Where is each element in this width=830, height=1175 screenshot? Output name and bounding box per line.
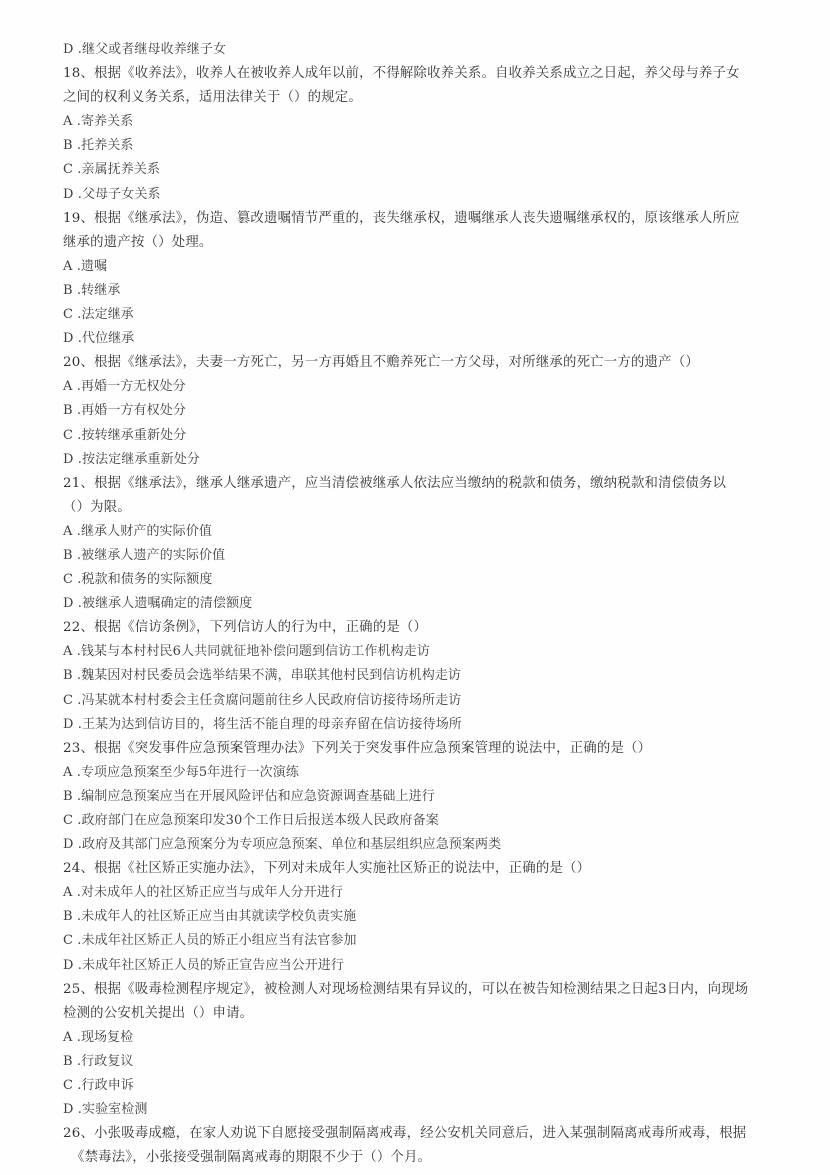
question-stem-line: 继承的遗产按（）处理。 bbox=[63, 234, 213, 250]
question-block-21 bbox=[63, 472, 766, 617]
question-stem-line: 《禁毒法》，小张接受强制隔离戒毒的期限不少于（）个月。 bbox=[71, 1150, 432, 1166]
option-b[interactable]: B .再婚一方有权处分 bbox=[63, 403, 186, 419]
option-c[interactable]: C .冯某就本村村委会主任贪腐问题前往乡人民政府信访接待场所走访 bbox=[63, 692, 462, 708]
option-d[interactable]: D .未成年社区矫正人员的矫正宣告应当公开进行 bbox=[63, 957, 344, 973]
option-a[interactable]: A .钱某与本村村民6人共同就征地补偿问题到信访工作机构走访 bbox=[63, 644, 430, 660]
option-b[interactable]: B .托养关系 bbox=[63, 138, 134, 154]
option-d[interactable]: D .实验室检测 bbox=[63, 1102, 148, 1118]
option-c[interactable]: C .政府部门在应急预案印发30个工作日后报送本级人民政府备案 bbox=[63, 813, 439, 828]
option-a[interactable]: A .继承人财产的实际价值 bbox=[63, 523, 212, 539]
question-stem-line: 23、根据《突发事件应急预案管理办法》下列关于突发事件应急预案管理的说法中，正确的是（） bbox=[63, 740, 652, 756]
question-stem-line: 20、根据《继承法》，夫妻一方死亡，另一方再婚且不赡养死亡一方父母，对所继承的死亡一方的遗产（） bbox=[63, 355, 699, 371]
question-stem-line: （）为限。 bbox=[63, 499, 131, 515]
option-c[interactable]: C .行政申诉 bbox=[63, 1078, 134, 1094]
question-stem-line: 21、根据《继承法》，继承人继承遗产，应当清偿被继承人依法应当缴纳的税款和债务，缴纳税款和清偿债务以 bbox=[63, 475, 727, 491]
option-c[interactable]: C .未成年社区矫正人员的矫正小组应当有法官参加 bbox=[63, 933, 357, 949]
option-c[interactable]: C .税款和债务的实际额度 bbox=[63, 572, 213, 588]
option-d[interactable]: D .政府及其部门应急预案分为专项应急预案、单位和基层组织应急预案两类 bbox=[63, 837, 502, 853]
option-d[interactable]: D .按法定继承重新处分 bbox=[63, 451, 200, 467]
option-c[interactable]: C .按转继承重新处分 bbox=[63, 427, 187, 443]
question-block-18 bbox=[63, 62, 766, 207]
option-a[interactable]: A .现场复检 bbox=[63, 1029, 134, 1045]
question-block-26 bbox=[63, 1122, 766, 1170]
option-b[interactable]: B .被继承人遗产的实际价值 bbox=[63, 547, 226, 563]
question-block-24 bbox=[63, 857, 766, 977]
option-d[interactable]: D .父母子女关系 bbox=[63, 186, 161, 202]
question-block-23 bbox=[63, 737, 766, 857]
option-a[interactable]: A .对未成年人的社区矫正应当与成年人分开进行 bbox=[63, 885, 343, 901]
question-stem-line: 之间的权利义务关系，适用法律关于（）的规定。 bbox=[63, 90, 362, 106]
option-a[interactable]: A .再婚一方无权处分 bbox=[63, 379, 186, 395]
question-stem-line: 检测的公安机关提出（）申请。 bbox=[63, 1005, 254, 1021]
option-c[interactable]: C .法定继承 bbox=[63, 307, 134, 323]
question-stem-line: 24、根据《社区矫正实施办法》，下列对未成年人实施社区矫正的说法中，正确的是（） bbox=[63, 861, 591, 877]
question-stem-line: 19、根据《继承法》，伪造、篡改遗嘱情节严重的，丧失继承权，遗嘱继承人丧失遗嘱继承权的，原该继承人所应 bbox=[63, 210, 740, 226]
option-a[interactable]: A .专项应急预案至少每5年进行一次演练 bbox=[63, 764, 299, 780]
option-d[interactable]: D .被继承人遗嘱确定的清偿额度 bbox=[63, 596, 253, 612]
option-b[interactable]: B .未成年人的社区矫正应当由其就读学校负责实施 bbox=[63, 909, 357, 925]
question-stem-line: 25、根据《吸毒检测程序规定》，被检测人对现场检测结果有异议的，可以在被告知检测结果之日起3日内，向现场 bbox=[63, 981, 749, 997]
option-b[interactable]: B .编制应急预案应当在开展风险评估和应急资源调查基础上进行 bbox=[63, 788, 435, 804]
option-a[interactable]: A .寄养关系 bbox=[63, 114, 134, 130]
question-block-20 bbox=[63, 351, 766, 471]
option-c[interactable]: C .亲属抚养关系 bbox=[63, 162, 161, 178]
option-b[interactable]: B .魏某因对村民委员会选举结果不满，串联其他村民到信访机构走访 bbox=[63, 668, 462, 684]
question-block-19 bbox=[63, 207, 766, 352]
option-a[interactable]: A .遗嘱 bbox=[63, 258, 108, 274]
option-d[interactable]: D .王某为达到信访目的，将生活不能自理的母亲弃留在信访接待场所 bbox=[63, 716, 462, 732]
option-b[interactable]: B .行政复议 bbox=[63, 1053, 134, 1069]
question-stem-line: 26、小张吸毒成瘾，在家人劝说下自愿接受强制隔离戒毒，经公安机关同意后，进入某强制隔离戒毒所戒毒，根据 bbox=[63, 1126, 747, 1142]
option-b[interactable]: B .转继承 bbox=[63, 282, 121, 298]
question-block-22 bbox=[63, 616, 766, 736]
question-stem-line: 18、根据《收养法》，收养人在被收养人成年以前，不得解除收养关系。自收养关系成立之日起，养父母与养子女 bbox=[63, 66, 740, 82]
option-d[interactable]: D .代位继承 bbox=[63, 331, 135, 347]
question-block-25 bbox=[63, 978, 766, 1123]
question-stem-line: 22、根据《信访条例》，下列信访人的行为中，正确的是（） bbox=[63, 620, 428, 636]
orphan-option-d: D .继父或者继母收养继子女 bbox=[63, 42, 227, 57]
